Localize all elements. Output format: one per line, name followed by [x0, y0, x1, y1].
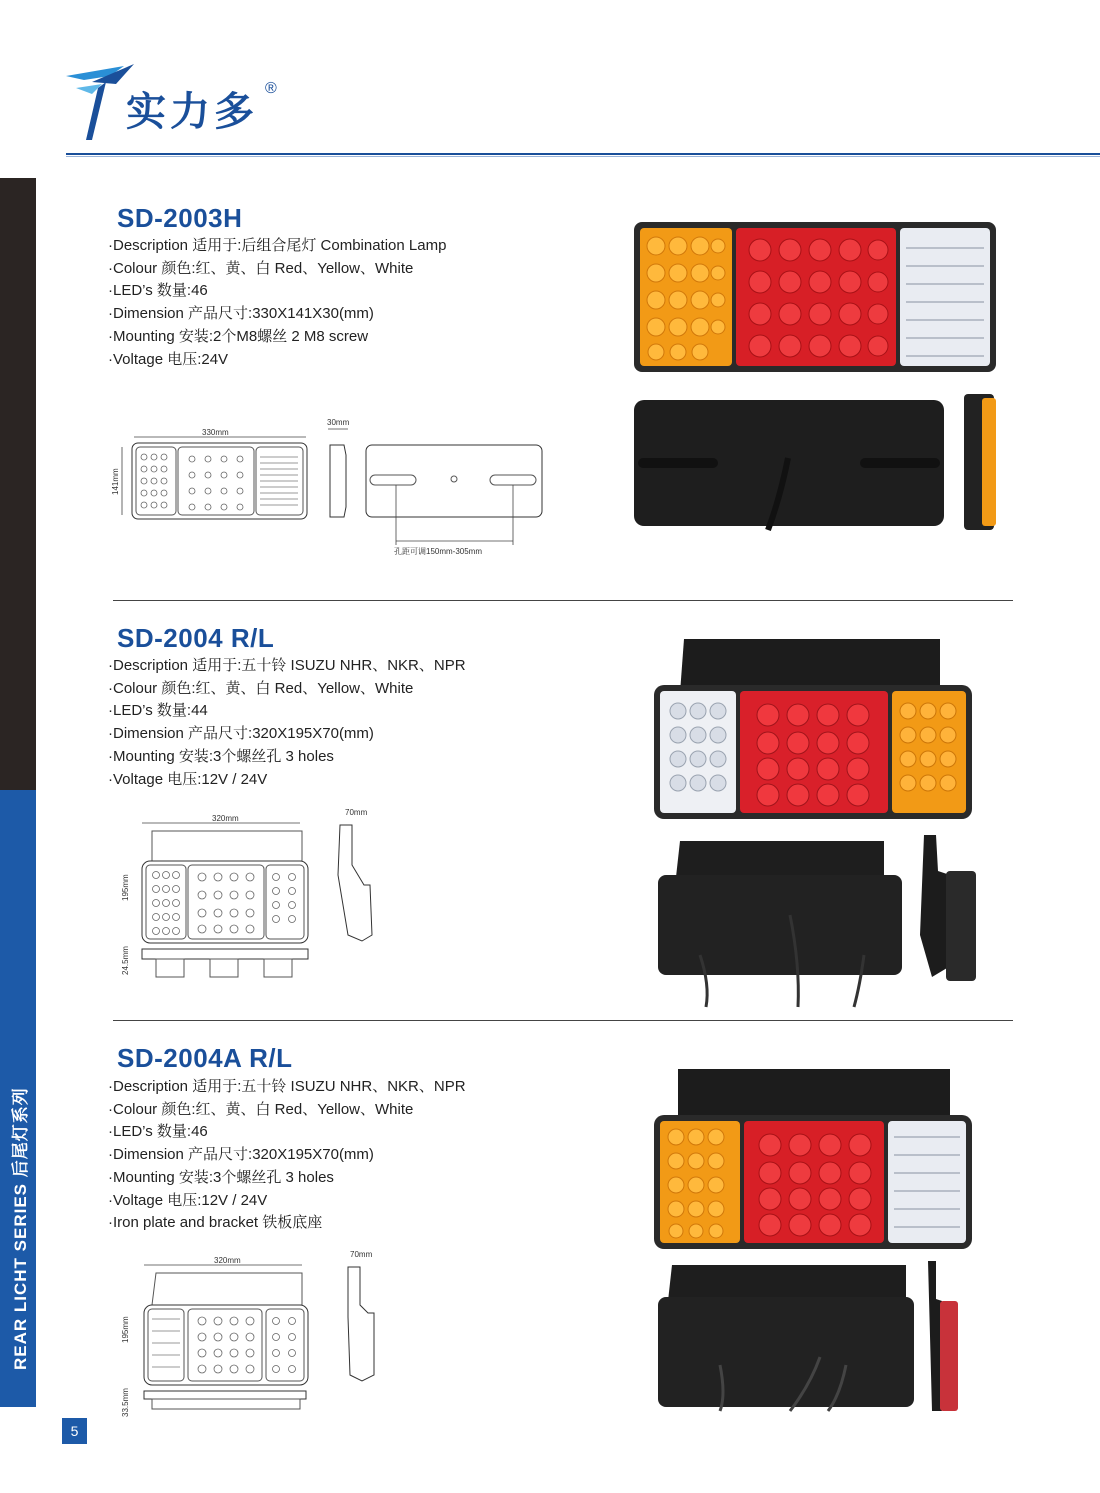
brand-name: 实力多	[126, 89, 258, 135]
spec-line: ·Dimension 产品尺寸:330X141X30(mm)	[108, 305, 374, 323]
header-rule	[66, 153, 1100, 157]
spec-line: ·Description 适用于:五十铃 ISUZU NHR、NKR、NPR	[108, 1078, 466, 1095]
spec-line: ·LED’s 数量:46	[108, 282, 208, 300]
product-title: SD-2004 R/L	[117, 623, 275, 653]
dim-base: 24.5mm	[121, 946, 130, 975]
spec-line: ·Voltage 电压:24V	[108, 350, 229, 368]
registered-mark: ®	[265, 80, 277, 97]
technical-drawing	[112, 1247, 402, 1422]
product-photo	[650, 635, 990, 1010]
dim-depth: 70mm	[345, 808, 368, 817]
dim-base: 33.5mm	[121, 1388, 130, 1417]
spec-line: ·Voltage 电压:12V / 24V	[108, 770, 268, 788]
spec-list	[108, 1076, 466, 1235]
spec-line: ·Description 适用于:后组合尾灯 Combination Lamp	[108, 237, 447, 254]
spec-line: ·LED’s 数量:44	[108, 702, 208, 720]
dim-height: 141mm	[111, 468, 120, 495]
page-number: 5	[62, 1418, 87, 1444]
spec-line: ·Iron plate and bracket 铁板底座	[108, 1214, 323, 1232]
section-divider	[113, 600, 1013, 601]
spec-line: ·Mounting 安装:2个M8螺丝 2 M8 screw	[108, 327, 369, 345]
spec-line: ·LED’s 数量:46	[108, 1123, 208, 1141]
dim-depth: 30mm	[327, 418, 350, 427]
product-title: SD-2004A R/L	[117, 1043, 293, 1073]
product-photo	[650, 1065, 990, 1415]
side-band-dark	[0, 178, 36, 790]
spec-line: ·Colour 颜色:红、黄、白 Red、Yellow、White	[108, 1100, 414, 1118]
dim-height: 195mm	[121, 874, 130, 901]
spec-list	[108, 655, 466, 791]
hole-distance-note: 孔距可调150mm-305mm	[394, 547, 483, 556]
spec-line: ·Voltage 电压:12V / 24V	[108, 1191, 268, 1209]
spec-line: ·Colour 颜色:红、黄、白 Red、Yellow、White	[108, 679, 414, 697]
spec-line: ·Mounting 安装:3个螺丝孔 3 holes	[108, 1168, 334, 1186]
series-label: REAR LICHT SERIES 后尾灯系列	[11, 1087, 30, 1370]
technical-drawing	[112, 805, 402, 985]
spec-line: ·Mounting 安装:3个螺丝孔 3 holes	[108, 747, 334, 765]
dim-height: 195mm	[121, 1316, 130, 1343]
spec-line: ·Dimension 产品尺寸:320X195X70(mm)	[108, 1146, 374, 1164]
product-title: SD-2003H	[117, 203, 243, 233]
dim-depth: 70mm	[350, 1250, 373, 1259]
dim-width: 330mm	[202, 428, 229, 437]
section-divider	[113, 1020, 1013, 1021]
product-photo	[630, 218, 1010, 538]
spec-line: ·Description 适用于:五十铃 ISUZU NHR、NKR、NPR	[108, 657, 466, 674]
dim-width: 320mm	[214, 1256, 241, 1265]
spec-line: ·Dimension 产品尺寸:320X195X70(mm)	[108, 725, 374, 743]
dim-width: 320mm	[212, 814, 239, 823]
technical-drawing	[108, 415, 568, 565]
spec-line: ·Colour 颜色:红、黄、白 Red、Yellow、White	[108, 259, 414, 277]
spec-list	[108, 235, 446, 371]
